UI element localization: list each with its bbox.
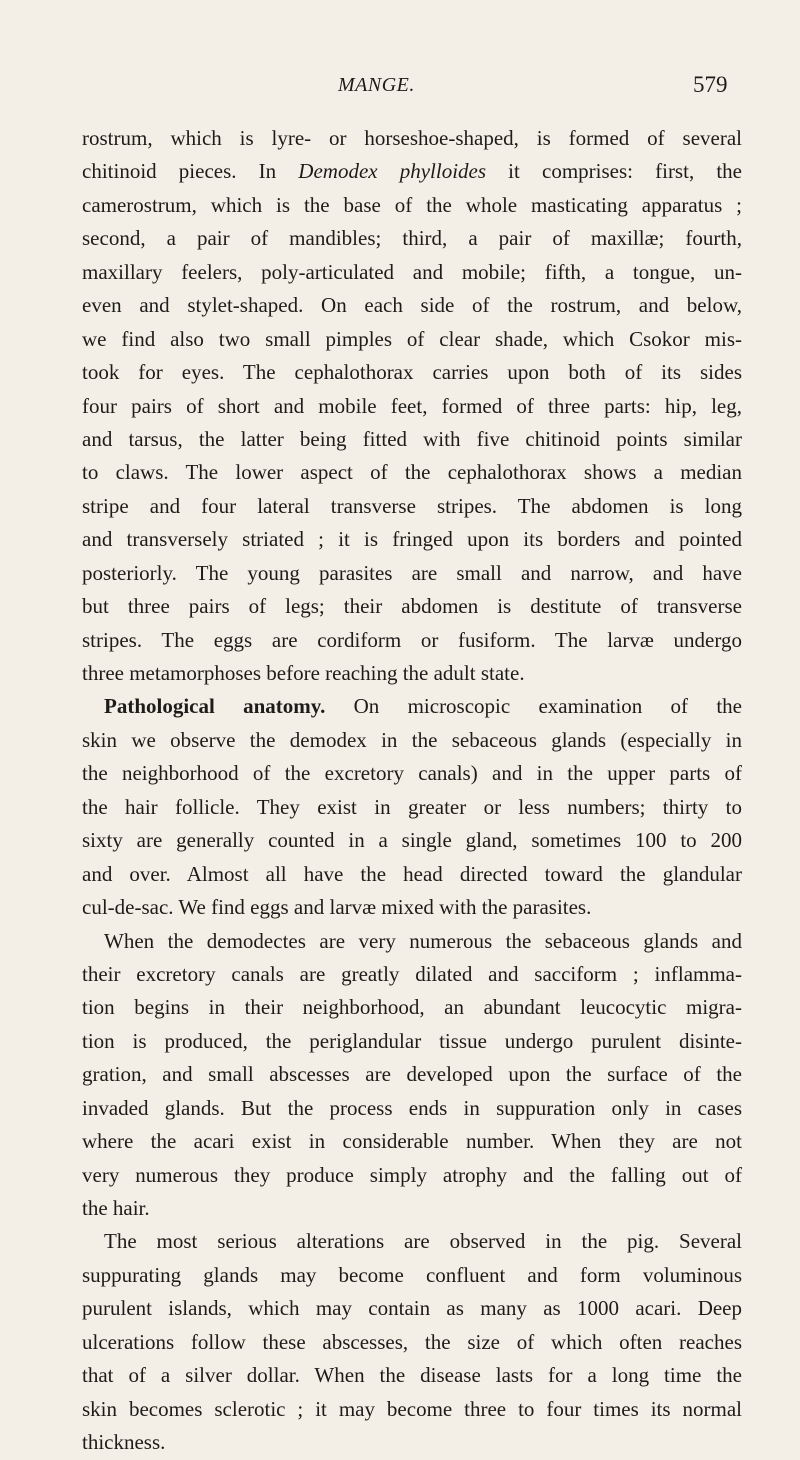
text-line	[82, 189, 742, 222]
text-line	[82, 1058, 742, 1091]
text-line	[82, 1292, 742, 1325]
text-run: chitinoid pieces. In	[82, 159, 299, 184]
text-line	[82, 557, 742, 590]
body-text	[82, 122, 742, 1460]
text-line	[82, 122, 742, 155]
text-line	[82, 891, 742, 924]
text-line	[82, 1225, 742, 1258]
text-run: thickness.	[82, 1430, 166, 1455]
text-line	[82, 356, 742, 389]
text-run: and over. Almost all have the head directed toward the glandular	[82, 861, 742, 886]
text-run: tion is produced, the periglandular tissue undergo purulent disinte-	[82, 1028, 742, 1053]
text-line	[82, 690, 742, 723]
text-run: posteriorly. The young parasites are small and narrow, and have	[82, 560, 742, 585]
text-line	[82, 624, 742, 657]
text-line	[82, 1359, 742, 1392]
text-line	[82, 523, 742, 556]
text-run: ulcerations follow these abscesses, the size of which often reaches	[82, 1329, 742, 1354]
text-run: the neighborhood of the excretory canals) and in the upper parts of	[82, 761, 742, 786]
text-line	[82, 958, 742, 991]
text-run: cul-de-sac. We find eggs and larvæ mixed with the parasites.	[82, 895, 592, 920]
text-run: tion begins in their neighborhood, an abundant leucocytic migra-	[82, 995, 742, 1020]
text-run: The most serious alterations are observed in the pig. Several	[104, 1229, 742, 1254]
text-line	[82, 390, 742, 423]
text-line	[82, 155, 742, 188]
running-title: MANGE.	[338, 74, 415, 96]
text-run: very numerous they produce simply atrophy and the falling out of	[82, 1162, 742, 1187]
text-line	[82, 222, 742, 255]
text-run: skin we observe the demodex in the sebaceous glands (especially in	[82, 727, 742, 752]
text-line	[82, 1125, 742, 1158]
text-line	[82, 323, 742, 356]
running-head	[0, 70, 800, 100]
text-line	[82, 423, 742, 456]
text-run: second, a pair of mandibles; third, a pair of maxillæ; fourth,	[82, 226, 742, 251]
text-run: the hair follicle. They exist in greater or less numbers; thirty to	[82, 794, 742, 819]
text-line	[82, 1192, 742, 1225]
text-run: stripe and four lateral transverse stripes. The abdomen is long	[82, 493, 742, 518]
text-run: rostrum, which is lyre- or horseshoe-shaped, is formed of several	[82, 126, 742, 150]
text-run: where the acari exist in considerable number. When they are not	[82, 1129, 742, 1154]
text-run: purulent islands, which may contain as many as 1000 acari. Deep	[82, 1296, 742, 1321]
text-run: the hair.	[82, 1196, 150, 1220]
text-run: their excretory canals are greatly dilated and sacciform ; inflamma-	[82, 961, 742, 986]
text-line	[82, 791, 742, 824]
text-line	[82, 490, 742, 523]
text-line	[82, 1426, 742, 1459]
text-line	[82, 1259, 742, 1292]
text-line	[82, 1025, 742, 1058]
section-heading: Pathological anatomy.	[104, 694, 326, 719]
text-run: sixty are generally counted in a single gland, sometimes 100 to 200	[82, 828, 742, 853]
text-line	[82, 858, 742, 891]
text-line	[82, 1159, 742, 1192]
text-run: even and stylet-shaped. On each side of the rostrum, and below,	[82, 293, 742, 318]
text-run: but three pairs of legs; their abdomen is destitute of transverse	[82, 594, 742, 619]
species-name: Demodex phylloides	[298, 159, 487, 184]
text-line	[82, 1393, 742, 1426]
text-line	[82, 456, 742, 489]
text-run: On microscopic examination of the	[325, 694, 742, 719]
text-run: that of a silver dollar. When the disease lasts for a long time the	[82, 1363, 742, 1388]
text-run: we find also two small pimples of clear shade, which Csokor mis-	[82, 326, 742, 351]
text-run: gration, and small abscesses are developed upon the surface of the	[82, 1062, 742, 1087]
text-line	[82, 724, 742, 757]
text-run: and tarsus, the latter being fitted with five chitinoid points similar	[82, 426, 742, 451]
text-run: When the demodectes are very numerous the sebaceous glands and	[104, 928, 742, 953]
text-run: invaded glands. But the process ends in suppuration only in cases	[82, 1095, 742, 1120]
text-line	[82, 824, 742, 857]
text-line	[82, 657, 742, 690]
text-run: four pairs of short and mobile feet, formed of three parts: hip, leg,	[82, 393, 742, 418]
text-run: skin becomes sclerotic ; it may become three to four times its normal	[82, 1396, 742, 1421]
text-line	[82, 256, 742, 289]
text-run: and transversely striated ; it is fringed upon its borders and pointed	[82, 527, 742, 552]
text-line	[82, 991, 742, 1024]
text-run: to claws. The lower aspect of the cephalothorax shows a median	[82, 460, 742, 485]
text-line	[82, 757, 742, 790]
text-line	[82, 1326, 742, 1359]
text-line	[82, 925, 742, 958]
text-run: stripes. The eggs are cordiform or fusiform. The larvæ undergo	[82, 627, 742, 652]
page-number: 579	[693, 72, 728, 97]
text-line	[82, 289, 742, 322]
text-line	[82, 590, 742, 623]
text-run: three metamorphoses before reaching the adult state.	[82, 661, 525, 685]
text-run: it comprises: first, the	[486, 159, 742, 184]
text-run: took for eyes. The cephalothorax carries upon both of its sides	[82, 360, 742, 385]
text-run: maxillary feelers, poly-articulated and mobile; fifth, a tongue, un-	[82, 259, 742, 284]
text-run: camerostrum, which is the base of the whole masticating apparatus ;	[82, 192, 742, 217]
text-line	[82, 1092, 742, 1125]
text-run: suppurating glands may become confluent and form voluminous	[82, 1262, 742, 1287]
